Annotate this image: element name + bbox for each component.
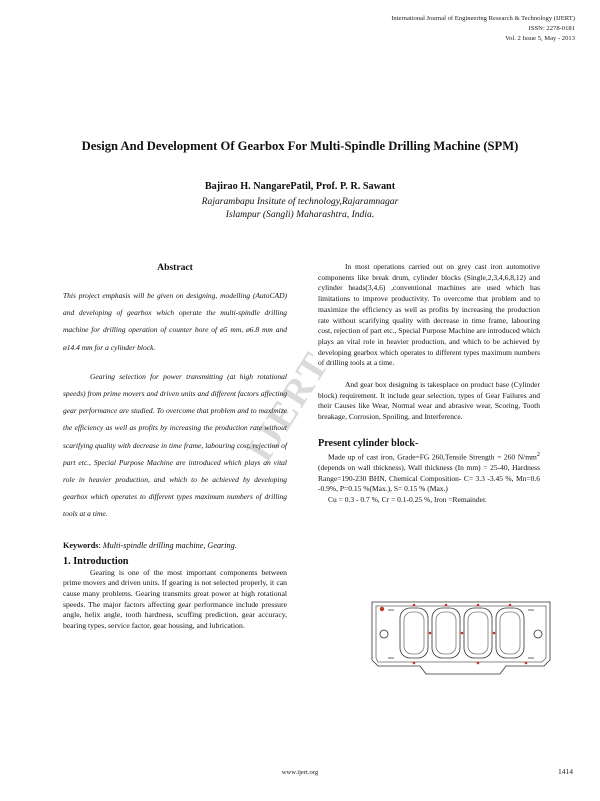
left-column xyxy=(63,262,287,632)
page-number: 1414 xyxy=(558,767,573,776)
superscript-2: 2 xyxy=(536,450,540,458)
present-cylinder-heading: Present cylinder block- xyxy=(318,437,419,449)
journal-header xyxy=(391,14,575,44)
keywords-text: Multi-spindle drilling machine, Gearing. xyxy=(102,540,237,550)
abstract-heading: Abstract xyxy=(157,262,193,273)
abstract-paragraph-1: This project emphasis will be given on designing, modelling (AutoCAD) and developing of gearbox which operate the multi-spindle drilling machine for drilling operation of counter bore of ø5 mm, ø6.8 mm and ø14.4 mm for a cylinder block. xyxy=(63,291,287,352)
journal-issn: ISSN: 2278-0181 xyxy=(528,25,575,32)
journal-name: International Journal of Engineering Research & Technology (IJERT) xyxy=(391,15,575,22)
paper-authors: Bajirao H. NangarePatil, Prof. P. R. Sawant xyxy=(204,181,396,192)
footer-url: www.ijert.org xyxy=(281,769,319,776)
cylinder-properties-part-2: (depends on wall thickness), Wall thickness (In mm) = 25-40, Hardness Range=190-230 BHN, Chemical Composition- C= 3.3 -3.45 %, Mn=0.6 -0.9%, P=0.15 %(Max.), S= 0.15 % (Max.) xyxy=(318,463,540,494)
cylinder-properties-paragraph xyxy=(318,450,540,495)
cylinder-properties-part-1: Made up of cast iron, Grade=FG 260,Tensile Strength = 260 N/mm xyxy=(328,452,537,462)
introduction-heading: 1. Introduction xyxy=(63,555,129,567)
author-affiliation xyxy=(40,196,560,221)
right-paragraph-2: And gear box designing is takesplace on product base (Cylinder block) requirement. It include gear selection, types of Gear Failures and their Causes like Wear, Normal wear and abrasive wear, Scoring, Tooth breakage, Corrosion, Spoiling, and Interference. xyxy=(318,380,540,422)
paper-title: Design And Development Of Gearbox For Multi-Spindle Drilling Machine (SPM) xyxy=(81,139,519,153)
journal-volume: Vol. 2 Issue 5, May - 2013 xyxy=(505,35,575,42)
cylinder-block-drawing xyxy=(366,596,556,678)
affiliation-line-1: Rajarambapu Insitute of technology,Rajaramnagar xyxy=(201,196,399,207)
watermark: IJERT xyxy=(238,344,339,470)
right-paragraph-1: In most operations carried out on grey cast iron automotive components like break drum, cylinder blocks (Single,2,3,4,6,8,12) and cylinder heads(3,4,6) ,conventional machines are used which has limitations to improve productivity. To overcome that problem and to maximize the efficiency as well as profits by increasing the production rate without scarifying quality with decrease in time frame, labouring cost, rejection of part etc., Special Purpose Machine are introduced which plays an vital role in heavier production, and which to be achieved by developing gearbox which operates to different types maximum numbers of drilling tools at a time. xyxy=(318,262,540,368)
affiliation-line-2: Islampur (Sangli) Maharashtra, India. xyxy=(225,208,375,220)
introduction-paragraph: Gearing is one of the most important components between prime movers and driven units. If gearing is not selected properly, it can cause many problems. Gearing transmits great power at high rotational speeds. The major factors affecting gear performance include pressure angle, helix angle, tooth hardness, scuffing prediction, gear accuracy, bearing types, service factor, gear housing, and lubrication. xyxy=(63,567,287,631)
abstract-paragraph-2: Gearing selection for power transmitting (at high rotational speeds) from prime movers and driven units and different factors affecting gear performance are studied. To overcome that problem and to maximize the efficiency as well as profits by increasing the production rate without scarifying quality with decrease in time frame, labouring cost, rejection of part etc., Special Purpose Machine are introduced which plays an vital role in heavier production, and which to be achieved by developing gearbox which operates to different types maximum numbers of drilling tools at a time. xyxy=(63,371,287,519)
cylinder-composition-paragraph: Cu = 0.3 - 0.7 %, Cr = 0.1-0.25 %, Iron =Remainder. xyxy=(328,495,487,505)
keywords-label: Keywords xyxy=(63,540,99,550)
keywords: Keywords: Multi-spindle drilling machine, Gearing. xyxy=(63,540,237,550)
right-column xyxy=(318,262,540,506)
